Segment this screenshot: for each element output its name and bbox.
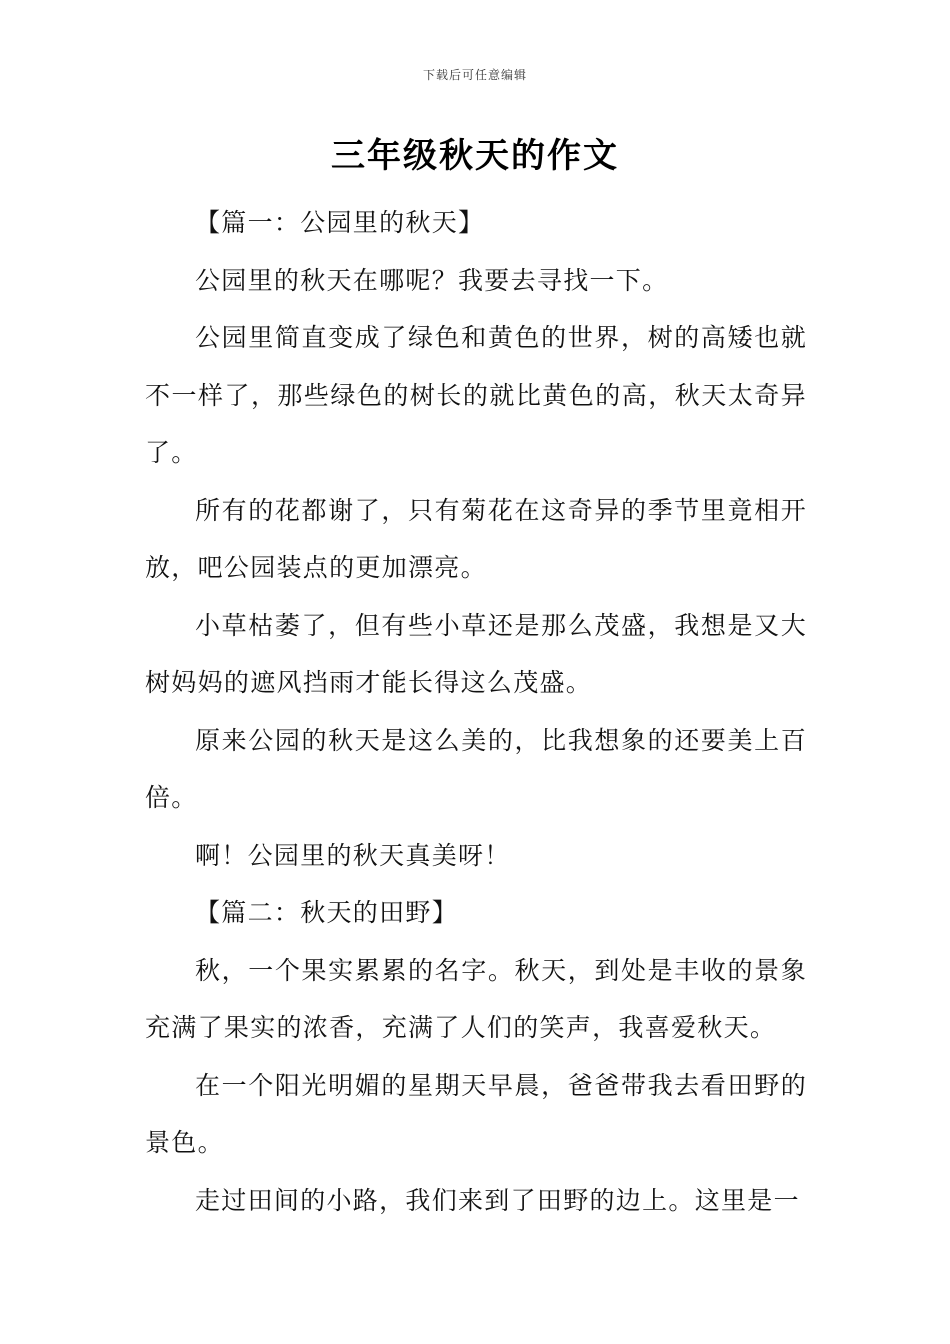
paragraph: 秋，一个果实累累的名字。秋天，到处是丰收的景象充满了果实的浓香，充满了人们的笑声，我喜爱秋天。 — [145, 955, 807, 1042]
paragraph: 走过田间的小路，我们来到了田野的边上。这里是一 — [195, 1185, 800, 1215]
section-heading-2: 【篇二：秋天的田野】 — [195, 898, 459, 927]
paragraph: 在一个阳光明媚的星期天早晨，爸爸带我去看田野的景色。 — [145, 1070, 807, 1157]
section-heading-1: 【篇一：公园里的秋天】 — [195, 208, 485, 237]
paragraph: 原来公园的秋天是这么美的，比我想象的还要美上百倍。 — [145, 725, 807, 812]
document-body — [145, 194, 807, 1229]
paragraph: 公园里简直变成了绿色和黄色的世界，树的高矮也就不一样了，那些绿色的树长的就比黄色的高，秋天太奇异了。 — [145, 323, 807, 467]
paragraph: 所有的花都谢了，只有菊花在这奇异的季节里竟相开放，吧公园装点的更加漂亮。 — [145, 495, 807, 582]
paragraph: 小草枯萎了，但有些小草还是那么茂盛，我想是又大树妈妈的遮风挡雨才能长得这么茂盛。 — [145, 610, 807, 697]
header-note: 下载后可任意编辑 — [422, 68, 527, 82]
paragraph: 公园里的秋天在哪呢？我要去寻找一下。 — [195, 265, 669, 295]
document-title: 三年级秋天的作文 — [331, 136, 619, 176]
paragraph: 啊！公园里的秋天真美呀！ — [195, 840, 511, 870]
